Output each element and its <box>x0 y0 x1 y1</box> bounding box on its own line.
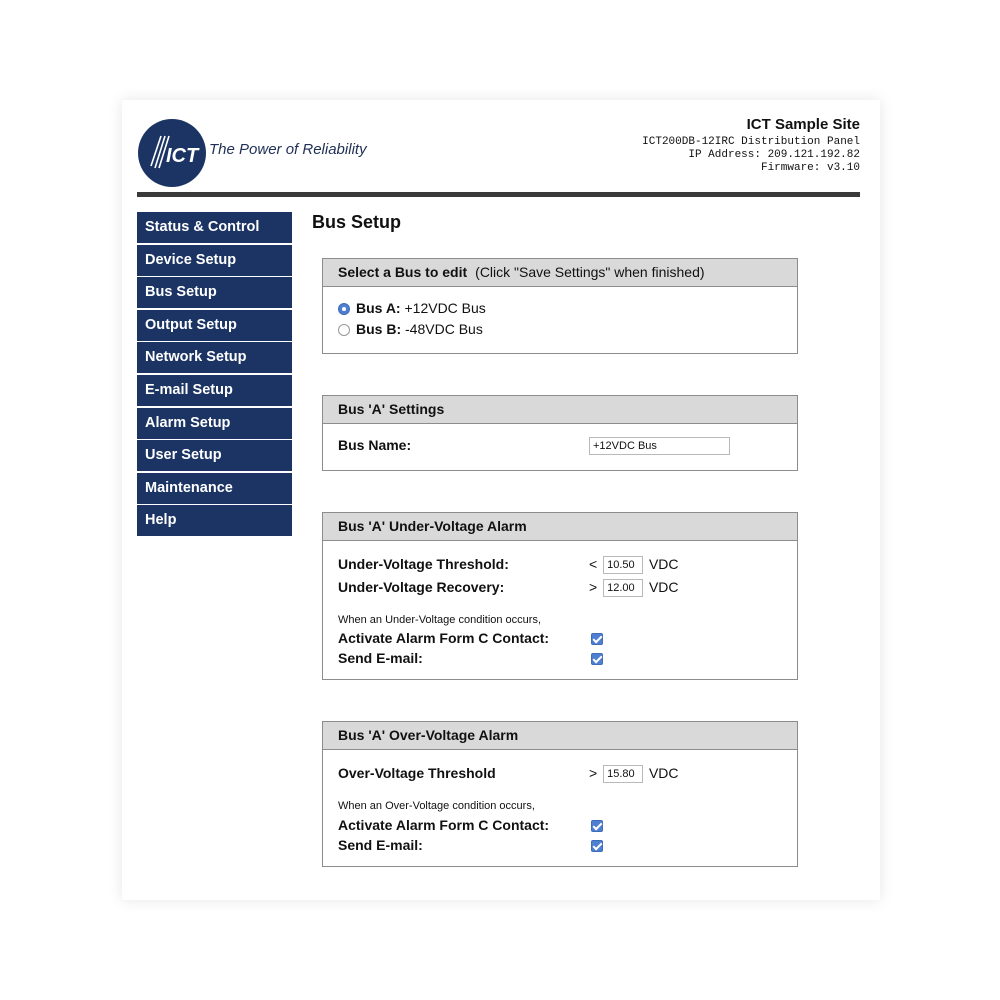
uv-email-control <box>591 652 603 668</box>
ict-logo-icon <box>137 118 207 188</box>
ov-activate-checkbox[interactable] <box>591 820 603 832</box>
ov-email-checkbox[interactable] <box>591 840 603 852</box>
select-bus-title: Select a Bus to edit <box>338 264 468 280</box>
uv-threshold-label: Under-Voltage Threshold: <box>338 556 509 572</box>
bus-name-label-text: Bus Name: <box>338 437 412 453</box>
sidebar-item-alarm-setup[interactable]: Alarm Setup <box>137 408 292 439</box>
bus-settings-title: Bus 'A' Settings <box>323 396 797 424</box>
ov-email-label: Send E-mail: <box>338 837 423 853</box>
sidebar-item-output-setup[interactable]: Output Setup <box>137 310 292 341</box>
uv-threshold-input[interactable]: 10.50 <box>603 556 643 574</box>
bus-settings-panel <box>322 395 798 471</box>
uv-recovery-input[interactable]: 12.00 <box>603 579 643 597</box>
bus-a-radio-row[interactable] <box>338 300 486 316</box>
uv-note: When an Under-Voltage condition occurs, <box>338 614 542 626</box>
sidebar-item-bus-setup[interactable]: Bus Setup <box>137 277 292 308</box>
ov-email-row <box>338 837 423 853</box>
ov-threshold-row <box>338 765 496 781</box>
tagline: The Power of Reliability <box>209 141 367 158</box>
uv-recovery-unit: VDC <box>648 579 679 595</box>
select-bus-hint: (Click "Save Settings" when finished) <box>475 264 705 280</box>
ov-activate-control <box>591 819 603 835</box>
ip-address: IP Address: 209.121.192.82 <box>688 149 860 161</box>
ov-note: When an Over-Voltage condition occurs, <box>338 800 535 812</box>
uv-threshold-row <box>338 556 509 572</box>
uv-email-checkbox[interactable] <box>591 653 603 665</box>
site-title: ICT Sample Site <box>746 116 860 133</box>
under-voltage-panel <box>322 512 798 680</box>
bus-b-radio[interactable] <box>338 324 350 336</box>
uv-threshold-control <box>589 556 679 574</box>
uv-threshold-operator: < <box>589 556 598 572</box>
ov-threshold-operator: > <box>589 765 598 781</box>
uv-email-label: Send E-mail: <box>338 650 423 666</box>
uv-threshold-unit: VDC <box>648 556 679 572</box>
ict-logo <box>137 118 377 188</box>
uv-recovery-label: Under-Voltage Recovery: <box>338 579 505 595</box>
uv-activate-label: Activate Alarm Form C Contact: <box>338 630 550 646</box>
sidebar-nav <box>137 212 292 538</box>
uv-recovery-operator: > <box>589 579 598 595</box>
ov-threshold-unit: VDC <box>648 765 679 781</box>
select-bus-panel <box>322 258 798 354</box>
under-voltage-title: Bus 'A' Under-Voltage Alarm <box>323 513 797 541</box>
page-title: Bus Setup <box>312 212 402 232</box>
uv-email-row <box>338 650 423 666</box>
ov-threshold-control <box>589 765 679 783</box>
uv-activate-row <box>338 630 549 646</box>
bus-b-value: -48VDC Bus <box>405 321 483 337</box>
firmware-version: Firmware: v3.10 <box>760 162 860 174</box>
ov-threshold-label: Over-Voltage Threshold <box>338 765 496 781</box>
sidebar-item-email-setup[interactable]: E-mail Setup <box>137 375 292 406</box>
logo-text: ICT <box>166 145 199 167</box>
select-bus-header <box>323 259 797 287</box>
uv-activate-control <box>591 632 603 648</box>
ov-activate-row <box>338 817 549 833</box>
bus-a-radio[interactable] <box>338 303 350 315</box>
sidebar-item-device-setup[interactable]: Device Setup <box>137 245 292 276</box>
site-info <box>642 116 860 175</box>
sidebar-item-maintenance[interactable]: Maintenance <box>137 473 292 504</box>
bus-b-label: Bus B: <box>356 321 402 337</box>
sidebar-item-status-control[interactable]: Status & Control <box>137 212 292 243</box>
uv-recovery-control <box>589 579 679 597</box>
sidebar-item-network-setup[interactable]: Network Setup <box>137 342 292 373</box>
ov-activate-label: Activate Alarm Form C Contact: <box>338 817 550 833</box>
device-name: ICT200DB-12IRC Distribution Panel <box>642 136 860 148</box>
sidebar-item-user-setup[interactable]: User Setup <box>137 440 292 471</box>
bus-name-input[interactable]: +12VDC Bus <box>589 437 730 455</box>
bus-name-control <box>589 437 730 455</box>
over-voltage-title: Bus 'A' Over-Voltage Alarm <box>323 722 797 750</box>
bus-a-value: +12VDC Bus <box>404 300 486 316</box>
header-divider <box>137 192 860 197</box>
ov-threshold-input[interactable]: 15.80 <box>603 765 643 783</box>
bus-name-label <box>338 437 411 453</box>
uv-activate-checkbox[interactable] <box>591 633 603 645</box>
bus-b-radio-row[interactable] <box>338 321 483 337</box>
over-voltage-panel <box>322 721 798 867</box>
bus-a-label: Bus A: <box>356 300 401 316</box>
uv-recovery-row <box>338 579 504 595</box>
sidebar-item-help[interactable]: Help <box>137 505 292 536</box>
ov-email-control <box>591 839 603 855</box>
